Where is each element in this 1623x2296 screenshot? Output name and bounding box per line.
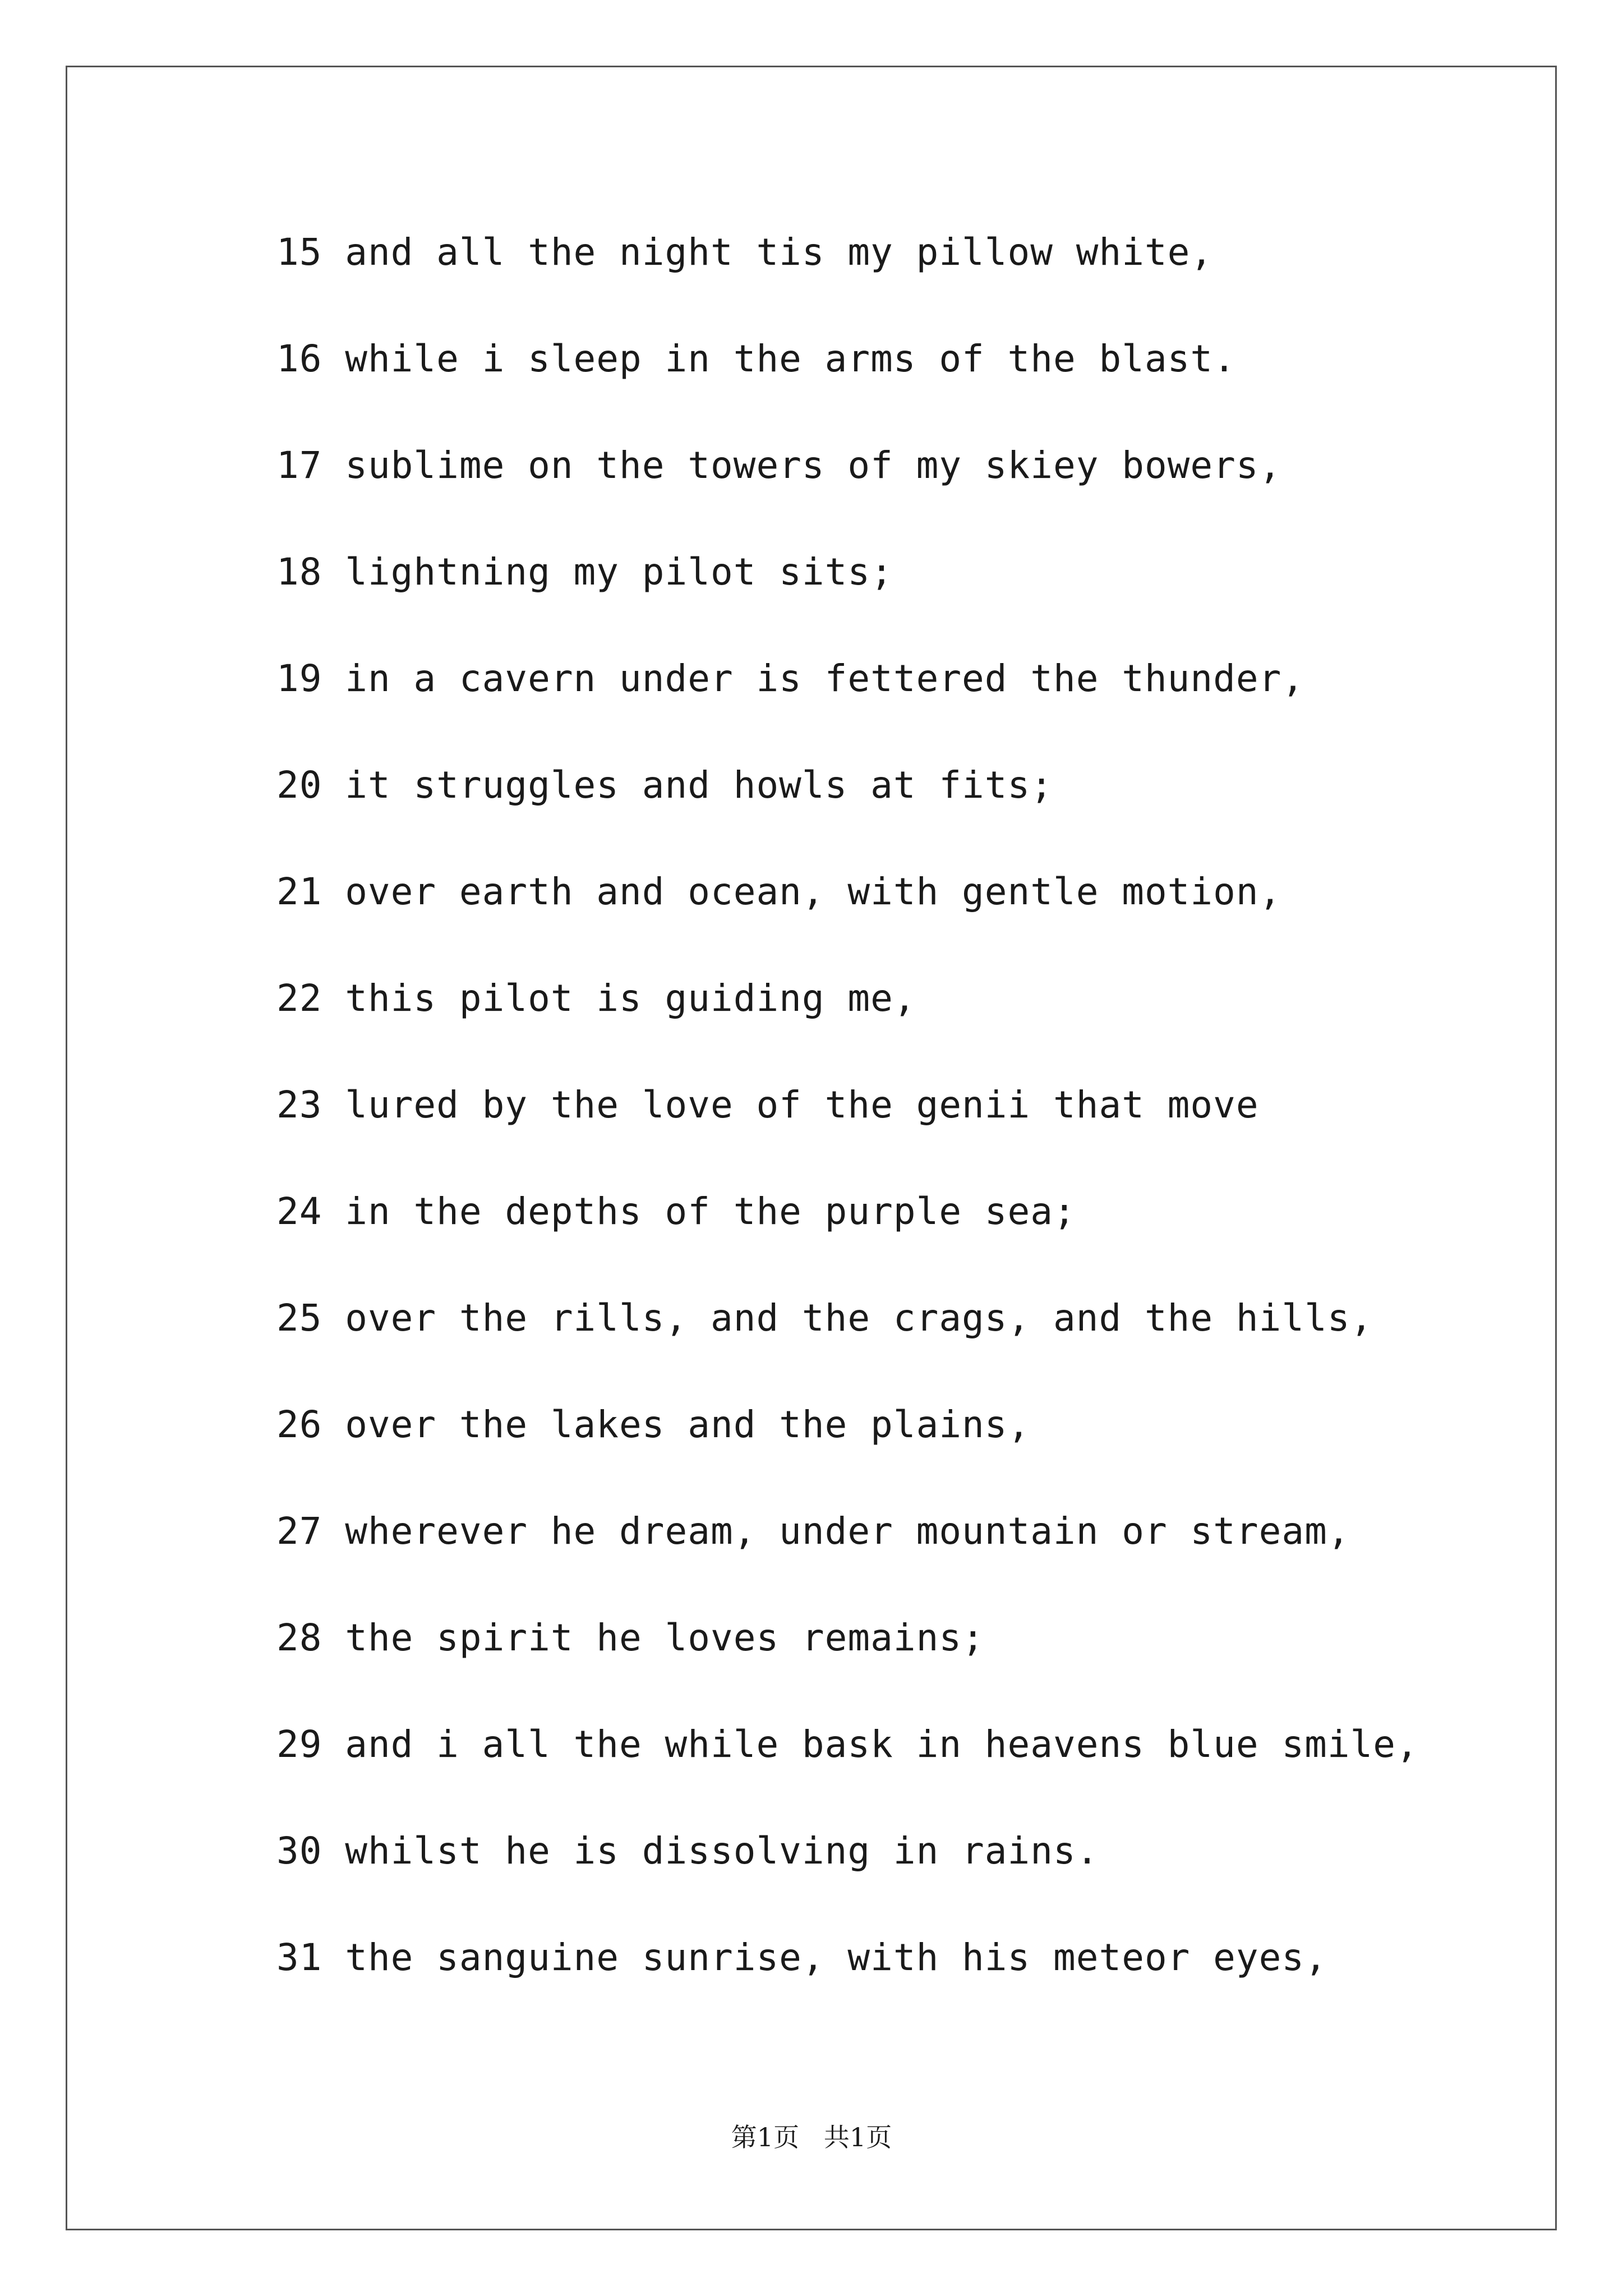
poem-line: 20 it struggles and howls at fits; xyxy=(276,763,1054,807)
poem-line: 24 in the depths of the purple sea; xyxy=(276,1190,1076,1233)
poem-line: 23 lured by the love of the genii that move xyxy=(276,1083,1259,1126)
poem-line: 27 wherever he dream, under mountain or stream, xyxy=(276,1510,1350,1553)
poem-line: 29 and i all the while bask in heavens blue smile, xyxy=(276,1723,1419,1766)
poem-line: 19 in a cavern under is fettered the thunder, xyxy=(276,657,1305,700)
poem-line: 28 the spirit he loves remains; xyxy=(276,1616,985,1659)
poem-line: 15 and all the night tis my pillow white, xyxy=(276,231,1214,274)
poem-line: 16 while i sleep in the arms of the blast. xyxy=(276,337,1236,380)
poem-line: 17 sublime on the towers of my skiey bowers, xyxy=(276,444,1282,487)
poem-line: 30 whilst he is dissolving in rains. xyxy=(276,1829,1099,1872)
poem-line: 21 over earth and ocean, with gentle motion, xyxy=(276,870,1282,913)
poem-line: 22 this pilot is guiding me, xyxy=(276,977,916,1020)
poem-line: 25 over the rills, and the crags, and the hills, xyxy=(276,1296,1373,1340)
poem-line: 18 lightning my pilot sits; xyxy=(276,550,893,593)
page-footer: 第1页 共1页 xyxy=(731,2122,892,2152)
poem-line: 26 over the lakes and the plains, xyxy=(276,1403,1031,1446)
page-border xyxy=(66,66,1557,2230)
poem-line: 31 the sanguine sunrise, with his meteor eyes, xyxy=(276,1936,1327,1979)
